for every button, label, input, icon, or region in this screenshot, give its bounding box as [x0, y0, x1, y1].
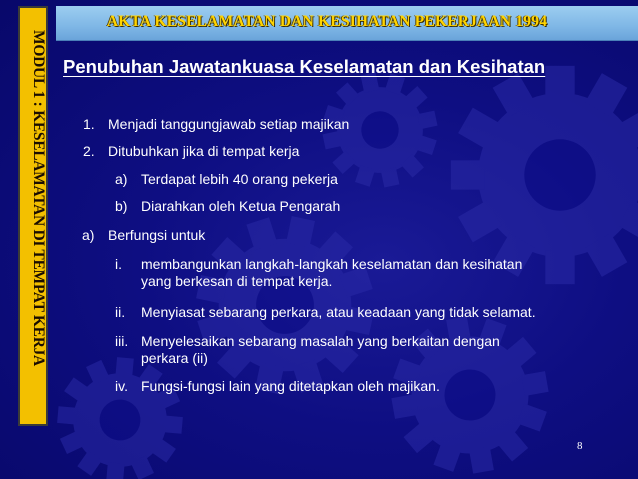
list-item-text: Menyelesaikan sebarang masalah yang berkaitan dengan [141, 333, 500, 349]
list-item-text: membangunkan langkah-langkah keselamatan dan kesihatan [141, 256, 523, 272]
list-item-text-continued: yang berkesan di tempat kerja. [141, 273, 333, 289]
list-item-text: Menyiasat sebarang perkara, atau keadaan yang tidak selamat. [141, 304, 536, 320]
list-marker: 1. [83, 116, 95, 132]
list-item-text: Menjadi tanggungjawab setiap majikan [108, 116, 350, 132]
list-item-text: Ditubuhkan jika di tempat kerja [108, 143, 300, 159]
list-item-text: Berfungsi untuk [108, 227, 206, 243]
list-marker: iii. [115, 333, 129, 349]
sidebar-text: MODUL 1 : KESELAMATAN DI TEMPAT KERJA [30, 30, 47, 366]
list-marker: b) [115, 198, 128, 214]
list-item-text: Terdapat lebih 40 orang pekerja [141, 171, 338, 187]
slide-title: Penubuhan Jawatankuasa Keselamatan dan Kesihatan [63, 56, 546, 77]
list-marker: a) [115, 171, 128, 187]
header-title: AKTA KESELAMATAN DAN KESIHATAN PEKERJAAN 1994 [106, 13, 548, 30]
list-marker: a) [82, 227, 95, 243]
list-marker: i. [115, 256, 122, 272]
list-item-text-continued: perkara (ii) [141, 350, 208, 366]
list-marker: ii. [115, 304, 126, 320]
list-marker: iv. [115, 378, 128, 394]
list-item-text: Fungsi-fungsi lain yang ditetapkan oleh majikan. [141, 378, 440, 394]
list-marker: 2. [83, 143, 95, 159]
list-item-text: Diarahkan oleh Ketua Pengarah [141, 198, 341, 214]
page-number: 8 [577, 440, 583, 452]
